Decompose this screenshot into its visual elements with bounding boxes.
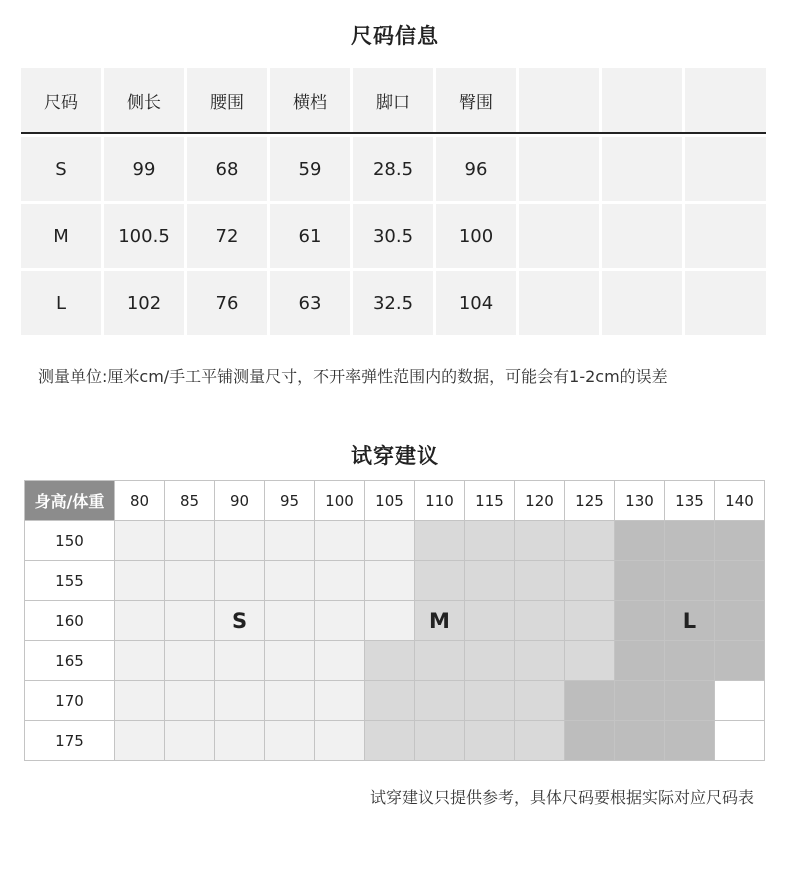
weight-label: 125 — [565, 481, 615, 521]
size-cell: 68 — [187, 137, 267, 201]
fit-cell — [315, 721, 365, 761]
fit-suggestion-title: 试穿建议 — [351, 444, 439, 468]
size-cell — [602, 137, 682, 201]
size-info-table — [21, 68, 766, 335]
weight-label: 95 — [265, 481, 315, 521]
weight-label: 105 — [365, 481, 415, 521]
fit-cell — [615, 601, 665, 641]
size-header-cell — [602, 68, 682, 132]
size-header-cell: 腰围 — [187, 68, 267, 132]
fit-cell — [365, 641, 415, 681]
fit-cell — [715, 561, 765, 601]
fit-cell — [215, 681, 265, 721]
fit-cell — [365, 521, 415, 561]
fit-cell — [465, 641, 515, 681]
size-header-cell: 侧长 — [104, 68, 184, 132]
size-cell: 63 — [270, 271, 350, 335]
fit-cell — [165, 641, 215, 681]
weight-label: 85 — [165, 481, 215, 521]
size-cell — [685, 137, 766, 201]
header-divider — [21, 132, 766, 134]
weight-label: 140 — [715, 481, 765, 521]
size-cell: 104 — [436, 271, 516, 335]
weight-label: 130 — [615, 481, 665, 521]
fit-cell — [265, 561, 315, 601]
size-cell — [685, 204, 766, 268]
fit-row — [25, 521, 765, 561]
fit-cell — [465, 561, 515, 601]
size-cell: 99 — [104, 137, 184, 201]
fit-cell — [115, 681, 165, 721]
fit-suggestion-grid — [24, 480, 765, 761]
size-cell — [685, 271, 766, 335]
fit-cell — [565, 521, 615, 561]
fit-cell — [465, 521, 515, 561]
size-cell — [602, 271, 682, 335]
fit-cell — [565, 681, 615, 721]
size-mark: S — [231, 608, 248, 633]
weight-label: 90 — [215, 481, 265, 521]
fit-cell — [265, 681, 315, 721]
fit-cell — [515, 601, 565, 641]
size-header-cell — [519, 68, 599, 132]
fit-cell — [715, 521, 765, 561]
fit-cell — [665, 561, 715, 601]
fit-cell — [715, 681, 765, 721]
fit-cell — [215, 521, 265, 561]
fit-cell — [715, 601, 765, 641]
fit-cell — [565, 641, 615, 681]
fit-row — [25, 721, 765, 761]
fit-cell — [415, 561, 465, 601]
fit-cell — [515, 721, 565, 761]
height-label: 150 — [25, 521, 115, 561]
size-cell: 72 — [187, 204, 267, 268]
fit-cell — [615, 521, 665, 561]
fit-cell — [515, 561, 565, 601]
fit-row — [25, 601, 765, 641]
fit-cell — [665, 681, 715, 721]
fit-cell — [165, 521, 215, 561]
size-mark: L — [682, 608, 697, 633]
fit-cell — [215, 721, 265, 761]
height-label: 155 — [25, 561, 115, 601]
size-cell: 96 — [436, 137, 516, 201]
fit-cell — [215, 561, 265, 601]
size-cell: 100.5 — [104, 204, 184, 268]
weight-label: 120 — [515, 481, 565, 521]
size-table-header-row — [21, 68, 766, 132]
fit-cell — [415, 721, 465, 761]
measurement-note: 测量单位:厘米cm/手工平铺测量尺寸，不开率弹性范围内的数据，可能会有1-2cm的误差 — [38, 367, 668, 386]
weight-label: 110 — [415, 481, 465, 521]
fit-cell — [265, 721, 315, 761]
size-cell — [602, 204, 682, 268]
weight-label: 100 — [315, 481, 365, 521]
size-table-row — [21, 204, 766, 271]
fit-cell — [215, 601, 265, 641]
size-header-cell: 脚口 — [353, 68, 433, 132]
size-header-cell — [685, 68, 766, 132]
fit-cell — [415, 641, 465, 681]
size-cell — [519, 204, 599, 268]
fit-cell — [615, 721, 665, 761]
fit-cell — [665, 601, 715, 641]
fit-cell — [665, 721, 715, 761]
height-label: 160 — [25, 601, 115, 641]
size-cell: 28.5 — [353, 137, 433, 201]
fit-cell — [565, 721, 615, 761]
fit-cell — [515, 681, 565, 721]
fit-cell — [315, 561, 365, 601]
size-cell: 100 — [436, 204, 516, 268]
size-cell: 76 — [187, 271, 267, 335]
fit-cell — [115, 721, 165, 761]
fit-cell — [115, 521, 165, 561]
fit-cell — [565, 601, 615, 641]
size-header-cell: 横档 — [270, 68, 350, 132]
size-mark: M — [429, 608, 450, 633]
size-header-cell: 臀围 — [436, 68, 516, 132]
weight-label: 135 — [665, 481, 715, 521]
fit-cell — [115, 561, 165, 601]
size-table-row — [21, 271, 766, 335]
size-cell — [519, 137, 599, 201]
fit-row — [25, 681, 765, 721]
fit-cell — [115, 601, 165, 641]
size-table-body — [21, 137, 766, 335]
fit-cell — [265, 601, 315, 641]
fit-cell — [315, 681, 365, 721]
fit-cell — [365, 561, 415, 601]
weight-label: 115 — [465, 481, 515, 521]
size-cell: S — [21, 137, 101, 201]
fit-cell — [165, 681, 215, 721]
fit-cell — [515, 641, 565, 681]
size-cell: M — [21, 204, 101, 268]
height-label: 175 — [25, 721, 115, 761]
fit-cell — [465, 681, 515, 721]
height-weight-corner-label: 身高/体重 — [25, 481, 115, 521]
fit-cell — [515, 521, 565, 561]
fit-cell — [615, 641, 665, 681]
height-label: 170 — [25, 681, 115, 721]
fit-header-row — [25, 481, 765, 521]
size-header-cell: 尺码 — [21, 68, 101, 132]
fit-cell — [415, 521, 465, 561]
fit-cell — [415, 681, 465, 721]
fit-cell — [715, 721, 765, 761]
size-cell: 32.5 — [353, 271, 433, 335]
size-cell — [519, 271, 599, 335]
size-cell: 61 — [270, 204, 350, 268]
fit-cell — [615, 561, 665, 601]
fit-cell — [315, 521, 365, 561]
fit-note: 试穿建议只提供参考，具体尺码要根据实际对应尺码表 — [369, 788, 754, 807]
fit-cell — [565, 561, 615, 601]
height-label: 165 — [25, 641, 115, 681]
fit-cell — [265, 521, 315, 561]
fit-cell — [165, 601, 215, 641]
fit-cell — [465, 721, 515, 761]
size-info-title: 尺码信息 — [351, 24, 439, 48]
fit-cell — [265, 641, 315, 681]
fit-cell — [165, 721, 215, 761]
fit-cell — [365, 681, 415, 721]
fit-cell — [415, 601, 465, 641]
fit-row — [25, 641, 765, 681]
fit-cell — [665, 521, 715, 561]
fit-cell — [465, 601, 515, 641]
weight-label: 80 — [115, 481, 165, 521]
size-table-row — [21, 137, 766, 204]
fit-cell — [315, 601, 365, 641]
size-cell: L — [21, 271, 101, 335]
fit-cell — [665, 641, 715, 681]
size-cell: 59 — [270, 137, 350, 201]
fit-cell — [715, 641, 765, 681]
fit-cell — [165, 561, 215, 601]
fit-cell — [365, 721, 415, 761]
size-cell: 30.5 — [353, 204, 433, 268]
fit-cell — [315, 641, 365, 681]
fit-cell — [615, 681, 665, 721]
fit-cell — [215, 641, 265, 681]
fit-row — [25, 561, 765, 601]
size-cell: 102 — [104, 271, 184, 335]
fit-cell — [115, 641, 165, 681]
fit-cell — [365, 601, 415, 641]
